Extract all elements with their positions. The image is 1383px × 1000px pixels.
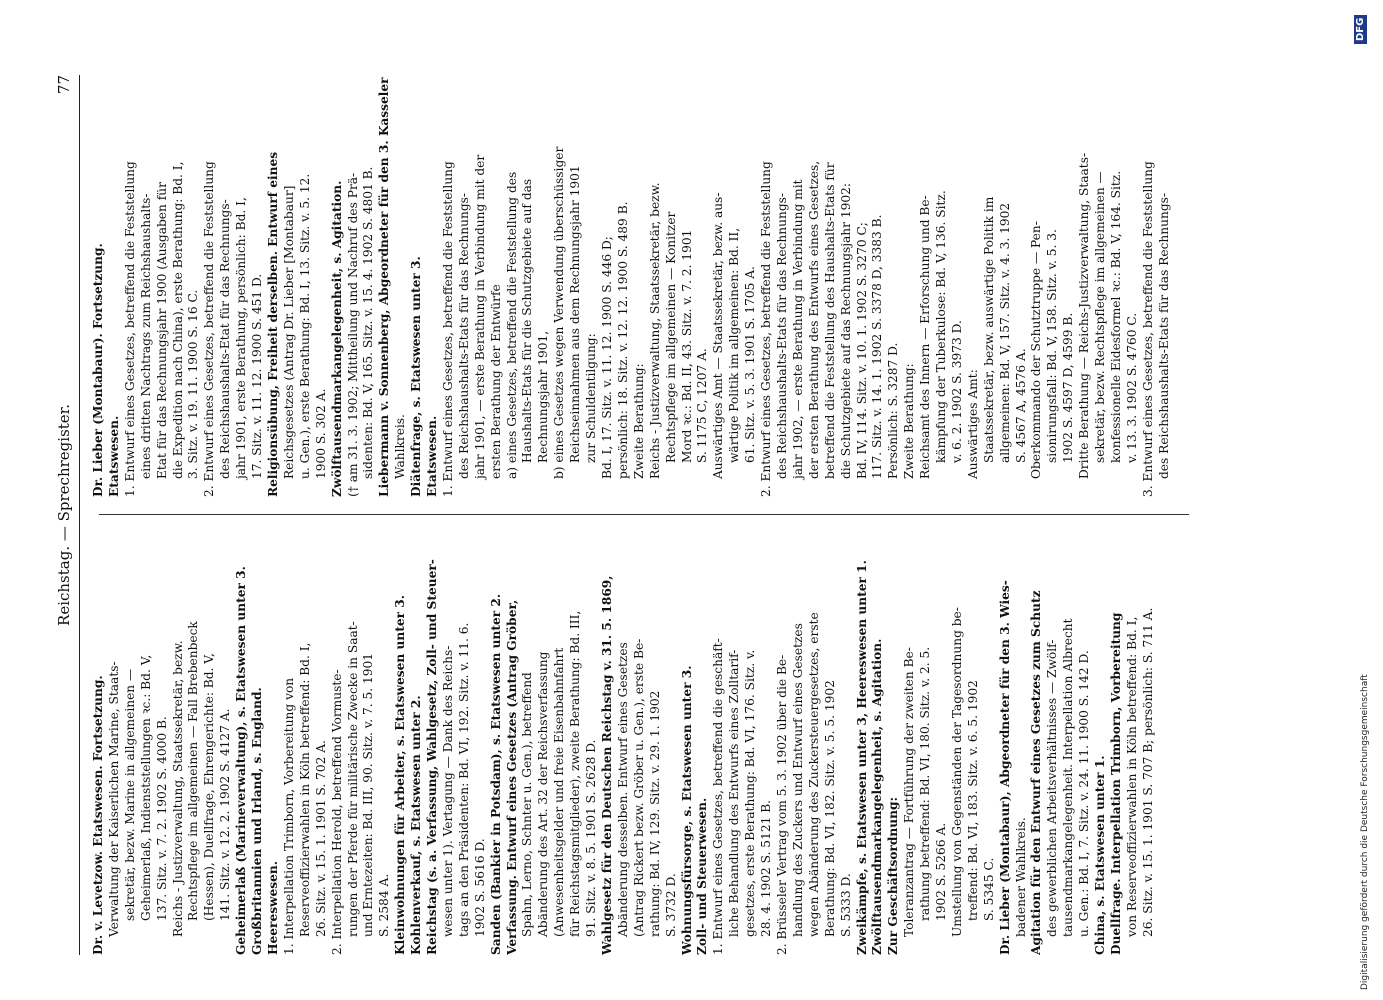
index-line: u. Gen.), erste Berathung: Bd. I, 13. Sitz. v. 5. 12. [297,173,312,479]
index-line: 26. Sitz. v. 15. 1. 1901 S. 707 B; persönlich: S. 711 A. [1140,607,1155,937]
index-line: 1900 S. 302 A. [313,388,328,479]
index-line: 1902 S. 5616 D. [472,838,487,937]
index-line: 1. Entwurf eines Gesetzes, betreffend die Feststellung [440,161,455,497]
index-line: sidenten: Bd. V, 165. Sitz. v. 15. 4. 1902 S. 4801 B. [361,166,376,479]
index-line: liche Behandlung des Entwurfs eines Zolltarif- [727,649,742,937]
running-header [55,75,77,955]
index-line: (Antrag Rickert bezw. Gröber u. Gen.), erste Be- [631,638,646,937]
index-line: S. 5333 D. [838,873,853,937]
index-line: Zur Geschäftsordnung: [886,796,901,955]
index-line: a) eines Gesetzes, betreffend die Feststellung des [504,171,519,479]
index-line: tausendmarkangelegenheit. Interpellation Albrecht [1061,618,1076,937]
index-line: Umstellung von Gegenständen der Tagesordnung be- [949,607,964,937]
index-line: Spahn, Lerno, Schnter u. Gen.), betreffend [520,672,535,937]
index-line: tags an den Präsidenten: Bd. VI, 192. Sitz. v. 11. 6. [456,622,471,937]
right-column [91,75,1201,497]
index-line: wesen unter 1). Vertagung — Dank des Reichs- [440,645,455,937]
index-line: Abänderung des Art. 32 der Reichsverfassung [536,651,551,937]
index-line: 1. Entwurf eines Gesetzes, betreffend die geschäft- [711,638,726,955]
index-line: Geheimerlaß, Indienststellungen ꝛc.: Bd. V, [138,654,153,921]
index-line: kämpfung der Tuberkulose: Bd. V, 136. Sitz. [934,190,949,463]
index-line: S. 3732 D. [663,873,678,937]
index-line: sionirungsfall: Bd. V, 158. Sitz. v. 5. 3. [1045,229,1060,463]
header-rule [79,75,80,955]
index-line: jahr 1901, erste Berathung, persönlich: Bd. I, [234,197,249,479]
index-line: Diätenfrage, s. Etatswesen unter 3. [409,256,424,497]
index-line: 3. Sitz. v. 19. 11. 1900 S. 16 C. [186,289,201,479]
index-line: 17. Sitz. v. 11. 12. 1900 S. 451 D. [250,273,265,479]
index-line: Verfassung. Entwurf eines Gesetzes (Antrag Gröber, [504,599,519,955]
index-line: konfessionelle Eidesformel ꝛc.: Bd. V, 164. Sitz. [1109,170,1123,463]
index-line: Kleinwohnungen für Arbeiter, s. Etatswesen unter 3. [393,595,408,955]
index-line: wärtige Politik im allgemeinen: Bd. II, [727,227,742,463]
index-line: von Reserveoffizierwahlen in Köln betreffend: Bd. I, [1124,616,1139,937]
index-line: Staatssekretär, bezw. auswärtige Politik im [981,196,996,463]
index-line: Reserveoffizierwahlen in Köln betreffend: Bd. I, [297,642,312,937]
index-line: Religionsübung, Freiheit derselben. Entwurf eines [265,151,280,497]
index-line: Dr. Lieber (Montabaur). Fortsetzung. [91,243,105,497]
index-line: Auswärtiges Amt — Staatssekretär, bezw. aus- [711,192,726,479]
index-line: jahr 1901, — erste Berathung in Verbindung mit der [472,154,487,479]
index-line: Haushalts-Etats für die Schutzgebiete auf das [520,178,535,463]
index-line: allgemeinen: Bd. V, 157. Sitz. v. 4. 3. 1902 [997,202,1012,463]
index-line: 2. Entwurf eines Gesetzes, betreffend die Feststellung [202,161,217,497]
running-title: Reichstag. — Sprechregister. [55,404,73,626]
index-line: Wahlkreis. [393,414,408,479]
index-line: S. 5345 C. [981,857,996,921]
index-line: gesetzes, erste Berathung: Bd. VI, 176. Sitz. v. [743,649,758,937]
index-line: Duellfrage. Interpellation Trimborn, Vorbereitung [1109,612,1123,955]
index-line: wegen Abänderung des Zuckersteuergesetzes, erste [806,612,821,937]
index-line: 3. Entwurf eines Gesetzes, betreffend die Feststellung [1140,161,1155,497]
index-line: die Expedition nach China), erste Berathung: Bd. I, [170,161,185,479]
index-line: 1. Entwurf eines Gesetzes, betreffend die Feststellung [122,161,137,497]
index-line: Berathung: Bd. VI, 182. Sitz. v. 5. 5. 1902 [822,680,837,937]
index-line: 1. Interpellation Trimborn, Vorbereitung von [281,677,296,955]
index-line: Zweite Berathung: [631,363,646,479]
index-line: Reichs - Justizverwaltung, Staatssekretär, bezw. [170,640,185,937]
index-line: 61. Sitz. v. 5. 3. 1901 S. 1705 A. [743,266,758,463]
index-line: die Schutzgebiete auf das Rechnungsjahr 1902: [838,183,853,479]
dfg-logo: DFG [1354,15,1367,44]
index-line: Wahlgesetz für den Deutschen Reichstag v. 31. 5. 1869, [600,575,614,955]
index-line: Bd. I, 17. Sitz. v. 11. 12. 1900 S. 446 D; [600,236,614,479]
index-line: Reichs - Justizverwaltung, Staatssekretär, bezw. [647,182,662,479]
index-line: Etatswesen. [106,415,121,497]
index-line: Geheimerlaß (Marineverwaltung), s. Etatswesen unter 3. [234,566,249,955]
index-line: Abänderung desselben. Entwurf eines Gesetzes [615,642,630,937]
index-line: für Reichstagsmitglieder), zweite Berathung: Bd. III, [568,610,583,937]
index-line: v. 13. 3. 1902 S. 4760 C. [1124,312,1139,463]
index-line: der ersten Berathung des Entwurfs eines Gesetzes, [806,160,821,479]
page-number: 77 [55,75,73,95]
index-line: Reichsamt des Innern — Erforschung und Be- [918,195,933,479]
index-line: 117. Sitz. v. 14. 1. 1902 S. 3378 D, 3383 B. [870,214,885,479]
index-line: badener Wahlkreis. [1013,817,1028,937]
index-line: Reichsgesetzes (Antrag Dr. Lieber [Montabaur] [281,185,296,479]
index-line: Auswärtiges Amt: [965,369,980,479]
index-line: China, s. Etatswesen unter 1. [1093,755,1108,955]
index-line: Heereswesen. [265,860,280,955]
index-line: 141. Sitz. v. 12. 2. 1902 S. 4127 A. [218,708,233,921]
index-line: des Reichshaushalts-Etats für das Rechnungs- [774,193,789,479]
index-line: Agitation für den Entwurf eines Gesetzes zum Schutz [1029,590,1044,955]
index-line: und Erntezeiten: Bd. III, 90. Sitz. v. 7. 5. 1901 [361,652,376,937]
index-line: 1902 S. 4597 D, 4599 B. [1061,312,1076,463]
index-line: 28. 4. 1902 S. 5121 B. [759,799,774,937]
index-line: treffend: Bd. VI, 183. Sitz. v. 6. 5. 1902 [965,680,980,921]
rotated-page [55,75,1215,955]
index-line: 137. Sitz. v. 7. 2. 1902 S. 4000 B. [154,716,169,921]
index-line: 2. Brüsseler Vertrag vom 5. 3. 1902 über die Be- [774,654,789,955]
index-line: 26. Sitz. v. 15. 1. 1901 S. 702 A. [313,740,328,937]
index-line: S. 1175 C, 1207 A. [695,348,710,463]
index-line: Reichstag (s. a. Verfassung, Wahlgesetz, Zoll- und Steuer- [425,559,440,955]
index-line: Zoll- und Steuerwesen. [695,797,710,955]
index-line: rathung: Bd. IV, 129. Sitz. v. 29. 1. 1902 [647,690,662,937]
index-line: Dr. Lieber (Montabaur), Abgeordneter für den 3. Wies- [997,580,1012,955]
index-line: Dr. v. Levetzow. Etatswesen. Fortsetzung. [91,675,105,955]
index-line: S. 4567 A, 4576 A. [1013,348,1028,463]
index-line: Mord ꝛc.: Bd. II, 43. Sitz. v. 7. 2. 1901 [679,229,694,463]
index-line: Rechtspflege im allgemeinen — Konitzer [663,211,678,463]
index-line: Dritte Berathung — Reichs-Justizverwaltung, Staats- [1077,152,1092,479]
index-line: 2. Interpellation Herold, betreffend Vormuste- [329,669,344,955]
index-line: Wohnungsfürsorge, s. Etatswesen unter 3. [679,665,694,955]
index-line: Zweikämpfe, s. Etatswesen unter 3, Heereswesen unter 1. [854,560,869,955]
index-line: handlung des Zuckers und Entwurf eines Gesetzes [790,623,805,937]
index-line: persönlich: 18. Sitz. v. 12. 12. 1900 S. 489 B. [615,201,630,479]
index-line: 91. Sitz. v. 8. 5. 1901 S. 2628 D. [584,739,599,937]
index-line: Oberkommando der Schutztruppe — Pen- [1029,221,1044,479]
index-line: 2. Entwurf eines Gesetzes, betreffend die Feststellung [759,161,774,497]
index-line: des gewerblichen Arbeitsverhältnisses — Zwölf- [1045,639,1060,937]
index-line: Etat für das Rechnungsjahr 1900 (Ausgaben für [154,182,169,479]
index-line: b) eines Gesetzes wegen Verwendung überschüssiger [552,146,567,479]
index-line: Rechtspflege im allgemeinen — Fall Brebenbeck [186,621,201,921]
index-line: (Anwesenheitsgelder und freie Eisenbahnfahrt [552,647,567,937]
index-line: rathung betreffend: Bd. VI, 180. Sitz. v. 2. 5. [918,646,933,921]
index-line: sekretär, bezw. Marine in allgemeinen — [122,668,137,921]
index-line: eines dritten Nachtrags zum Reichshaushalts- [138,193,153,479]
index-line: des Reichshaushalts-Etats für das Rechnungs- [1156,193,1171,479]
index-line: Kohlenverkauf, s. Etatswesen unter 2. [409,695,424,955]
index-line: ersten Berathung der Entwürfe [488,284,503,479]
index-line: Reichseinnahmen aus dem Rechnungsjahr 1901 [568,165,583,463]
index-line: (Hessen), Duellfrage, Ehrengerichte: Bd. V, [202,653,217,921]
index-line: († am 31. 3. 1902; Mittheilung und Nachruf des Prä- [345,172,360,497]
index-line: v. 6. 2. 1902 S. 3973 D. [949,320,964,463]
index-line: Verwaltung der Kaiserlichen Marine, Staats- [106,661,121,937]
index-line: Sanden (Bankier in Potsdam), s. Etatswesen unter 2. [488,593,503,955]
index-line: 1902 S. 5266 A. [934,822,949,921]
index-line: Zwölftausendmarkangelegenheit, s. Agitation. [329,180,344,497]
index-line: Zwölftausendmarkangelegenheit, s. Agitation. [870,638,885,955]
index-line: Rechnungsjahr 1901, [536,330,551,463]
index-line: des Reichshaushalts-Etats für das Rechnungs- [456,193,471,479]
index-line: u. Gen.: Bd. I, 7. Sitz. v. 24. 11. 1900 S. 142 D. [1077,650,1092,937]
index-line: Zweite Berathung: [902,363,917,479]
index-line: Großbritannien und Irland, s. England. [250,687,265,955]
digitization-credit: Digitalisierung gefördert durch die Deutsche Forschungsgemeinschaft [1360,674,1370,990]
index-line: rungen der Pferde für militärische Zwecke in Saat- [345,621,360,937]
index-line: Persönlich: S. 3287 D. [886,342,901,479]
index-line: betreffend die Feststellung des Haushalts-Etats für [822,162,837,479]
index-line: Bd. IV, 114. Sitz. v. 10. 1. 1902 S. 3270 C; [854,222,869,479]
index-line: Etatswesen. [425,415,440,497]
index-line: S. 2584 A. [377,873,392,937]
column-divider [99,514,1189,515]
index-line: zur Schuldentilgung: [584,333,599,463]
index-line: jahr 1902, — erste Berathung in Verbindung mit [790,179,805,479]
index-line: Liebermann v. Sonnenberg, Abgeordneter für den 3. Kasseler [377,77,392,497]
left-column [91,535,1201,955]
index-line: sekretär, bezw. Rechtspflege im allgemeinen — [1093,171,1108,463]
index-line: des Reichshaushalts-Etat für das Rechnungs- [218,199,233,479]
index-line: Toleranzantrag — Fortführung der zweiten Be- [902,647,917,937]
